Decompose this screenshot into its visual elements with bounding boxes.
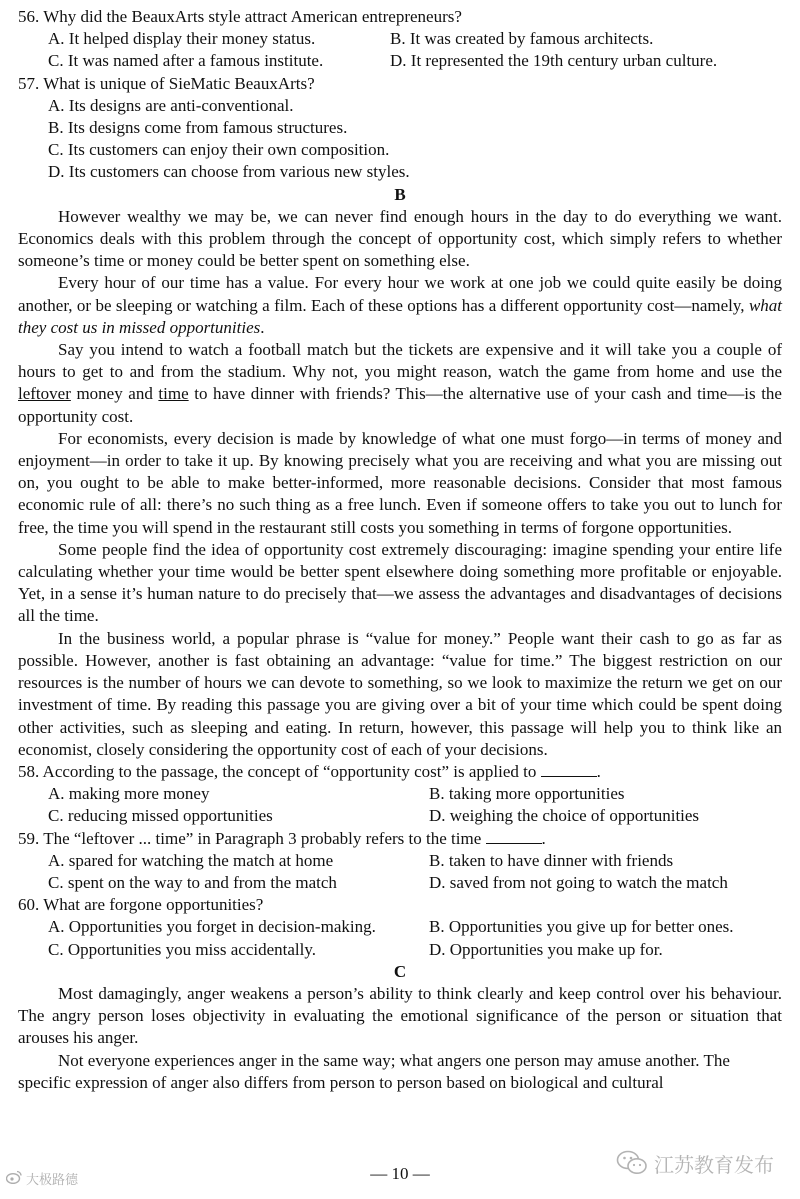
paragraph-text: Say you intend to watch a football match but the tickets are expensive and it will take you a couple of hours to get to and from the stadium. Why not, you might reason, watch the game from home and use the [18, 340, 782, 382]
option-c: C. Its customers can enjoy their own composition. [48, 140, 390, 160]
question-56 [18, 6, 782, 73]
option-a: A. making more money [48, 784, 210, 804]
paragraph-b3 [18, 339, 782, 428]
option-row [18, 50, 782, 72]
wechat-icon [616, 1150, 648, 1180]
option-row [18, 783, 782, 805]
option-a: A. Opportunities you forget in decision-making. [48, 917, 376, 937]
option-b: B. taking more opportunities [429, 784, 625, 804]
question-59 [18, 828, 782, 895]
paragraph-text: Every hour of our time has a value. For every hour we work at one job we could quite easily be doing another, or be sleeping or watching a film. Each of these options has a different opportunity cost—namely, [18, 273, 782, 315]
option-d: D. Opportunities you make up for. [429, 939, 663, 959]
option-b: B. taken to have dinner with friends [429, 850, 674, 870]
option-d: D. Its customers can choose from various new styles. [48, 162, 410, 182]
paragraph-text: . [260, 317, 265, 337]
option-c: C. reducing missed opportunities [48, 806, 273, 826]
weibo-icon [6, 1170, 22, 1192]
watermark-left [6, 1170, 78, 1192]
option-d: D. saved from not going to watch the match [429, 872, 728, 892]
option-b: B. Its designs come from famous structures. [48, 118, 348, 138]
paragraph-text: to have dinner with friends? This—the alternative use of your cash and time—is the opportunity cost. [18, 384, 782, 426]
question-stem: 57. What is unique of SieMatic BeauxArts? [18, 73, 315, 93]
paragraph-c2: Not everyone experiences anger in the same way; what angers one person may amuse another. The specific expression of anger also differs from person to person based on biological and cultural [18, 1050, 730, 1092]
question-60 [18, 894, 782, 961]
underlined-word: leftover [18, 384, 71, 404]
question-stem [18, 761, 782, 783]
option-d: D. weighing the choice of opportunities [429, 806, 700, 826]
paragraph-b5: Some people find the idea of opportunity cost extremely discouraging: imagine spending your entire life calculating whether your time would be better spent elsewhere doing something more profitable or enjoyable. Yet, in a sense it’s human nature to do precisely that—we assess the advantages and disadvantages of decisions all the time. [18, 539, 782, 626]
paragraph-text: money and [70, 384, 159, 404]
option-row [18, 28, 782, 50]
question-stem: 56. Why did the BeauxArts style attract American entrepreneurs? [18, 7, 462, 26]
watermark-left-text: 大极路德 [26, 1173, 79, 1188]
section-heading-c: C [393, 961, 407, 981]
answer-blank [486, 829, 542, 844]
option-row [18, 872, 782, 894]
option-row [18, 916, 782, 938]
option-row [18, 939, 782, 961]
option-row [18, 805, 782, 827]
option-row [18, 850, 782, 872]
watermark-right-text: 江苏教育发布 [654, 1153, 774, 1177]
option-a: A. spared for watching the match at home [48, 850, 334, 870]
question-stem: 60. What are forgone opportunities? [18, 895, 264, 915]
question-58 [18, 761, 782, 828]
paragraph-c1: Most damagingly, anger weakens a person’s ability to think clearly and keep control over his behaviour. The angry person loses objectivity in evaluating the emotional significance of the person or situation that arouses his anger. [18, 983, 782, 1048]
paragraph-b1: However wealthy we may be, we can never find enough hours in the day to do everything we want. Economics deals with this problem through the concept of opportunity cost, which simply refers to whether someone’s time or money could be better spent on something else. [18, 206, 782, 271]
question-stem [18, 828, 782, 850]
question-57 [18, 73, 782, 184]
watermark-right [616, 1150, 774, 1180]
stem-text: 58. According to the passage, the concept of “opportunity cost” is applied to [18, 761, 537, 781]
answer-blank [541, 762, 597, 777]
stem-end: . [541, 828, 546, 848]
option-b: B. Opportunities you give up for better ones. [429, 917, 734, 937]
option-a: A. It helped display their money status. [48, 29, 316, 49]
paragraph-b6: In the business world, a popular phrase is “value for money.” People want their cash to go as far as possible. However, another is fast obtaining an advantage: “value for time.” The biggest restriction on our resources is the number of hours we can devote to something, so we look to maximize the return we get on our investment of time. By reading this passage you are giving over a bit of your time which could be spent doing other activities, such as sleeping and eating. In return, however, this passage will help you to think like an economist, closely considering the opportunity cost of each of your decisions. [18, 628, 782, 759]
paragraph-b2 [18, 272, 782, 339]
page-number: — 10 — [370, 1164, 430, 1183]
option-c: C. It was named after a famous institute. [48, 51, 324, 71]
underlined-word: time [158, 384, 189, 404]
section-heading-b: B [394, 184, 406, 204]
option-c: C. Opportunities you miss accidentally. [48, 939, 317, 959]
italic-phrase: what they cost us in missed opportunities [18, 295, 782, 337]
option-b: B. It was created by famous architects. [390, 29, 654, 49]
option-d: D. It represented the 19th century urban culture. [390, 51, 718, 71]
stem-end: . [596, 761, 601, 781]
stem-text: 59. The “leftover ... time” in Paragraph 3 probably refers to the time [18, 828, 482, 848]
exam-page [18, 6, 782, 1094]
paragraph-b4: For economists, every decision is made by knowledge of what one must forgo—in terms of money and enjoyment—in order to take it up. By knowing precisely what you are receiving and what you are missing out on, you ought to be able to make better-informed, more reasonable decisions. Consider that most famous economic rule of all: there’s no such thing as a free lunch. Even if someone offers to take you out to lunch for free, the time you will spend in the restaurant still costs you something in terms of forgone opportunities. [18, 428, 782, 537]
option-a: A. Its designs are anti-conventional. [48, 95, 294, 115]
option-c: C. spent on the way to and from the match [48, 872, 337, 892]
